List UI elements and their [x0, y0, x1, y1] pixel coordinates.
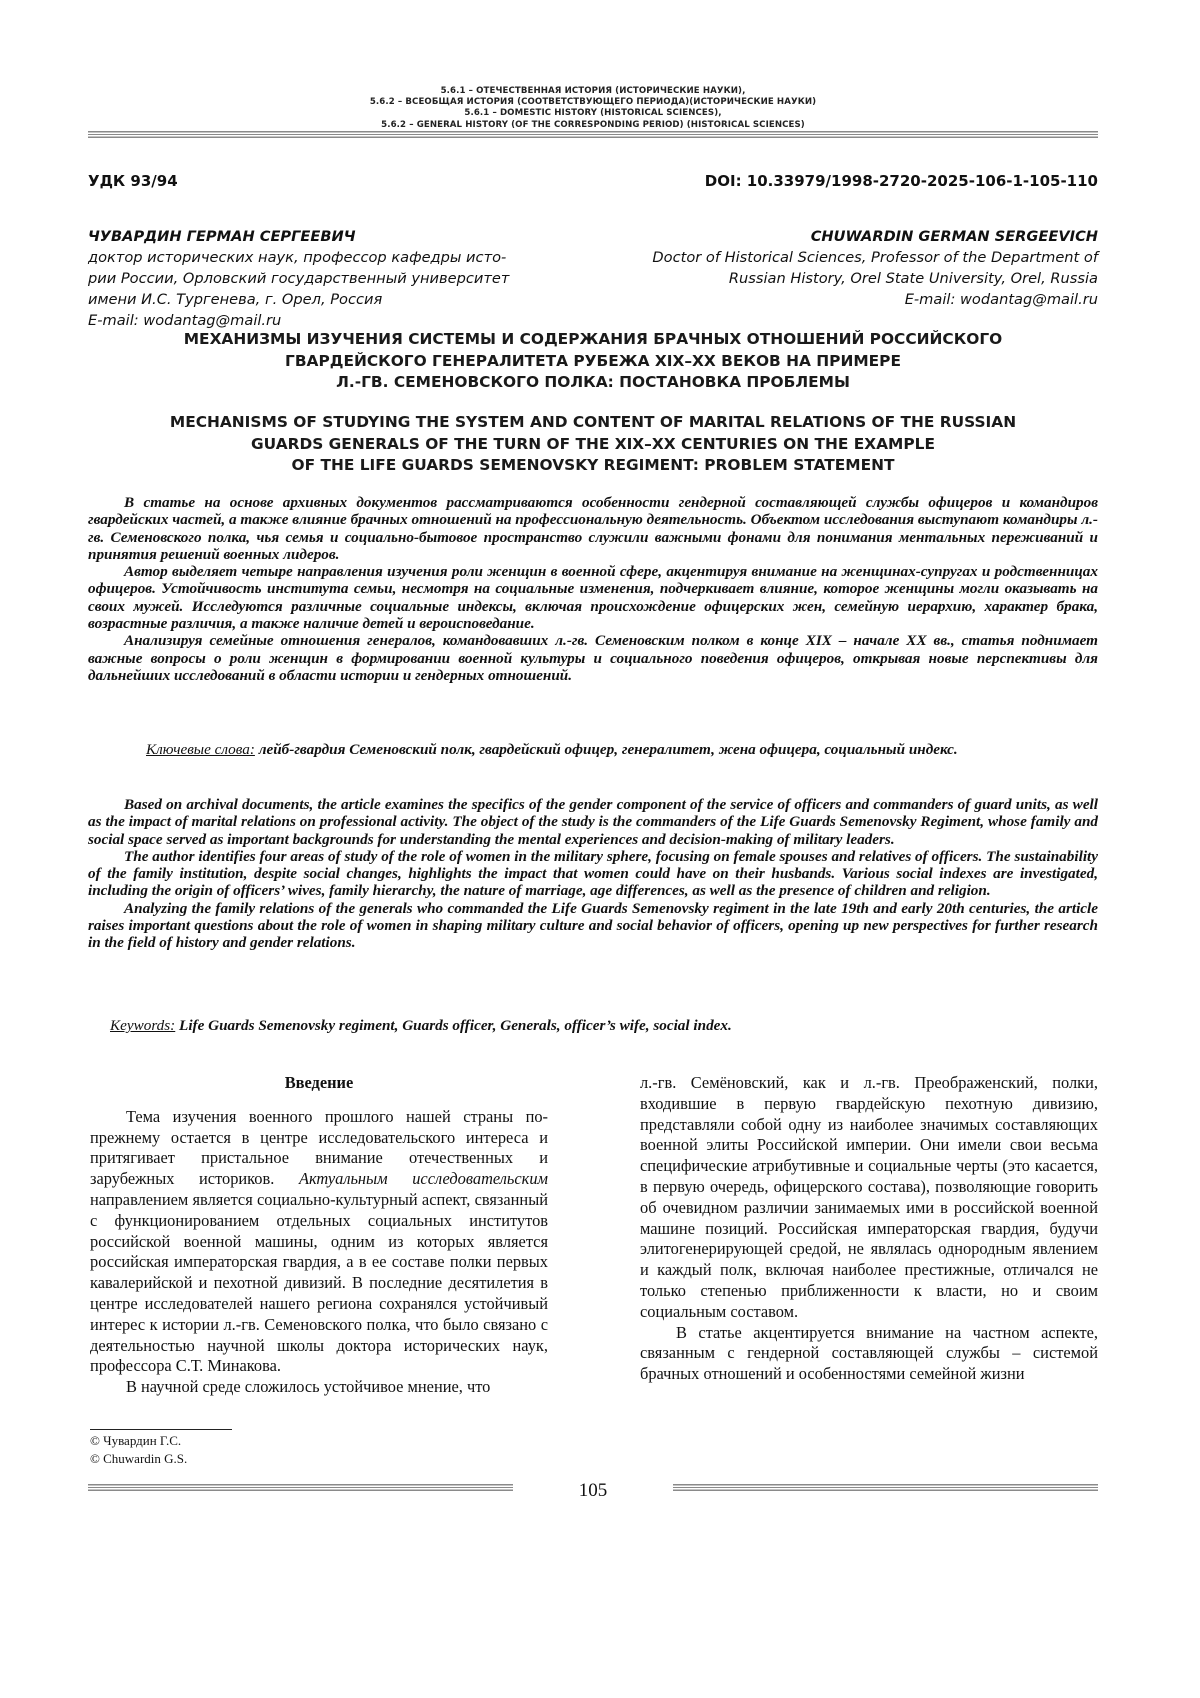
abstract-ru-paragraph: В статье на основе архивных документов рассматриваются особенности гендерной составляющей службы офицеров и командиров гвардейских частей, а также влияние брачных отношений на профессиональную деятельность. Объектом исследования выступают командиры л.-гв. Семеновского полка, чья семья и социально-бытовое пространство служили важными фонами для понимания ментальных переживаний и принятия решений военных лидеров.: [88, 494, 1098, 563]
author-email-en: E-mail: wodantag@mail.ru: [904, 291, 1098, 308]
abstract-ru-paragraph: Анализируя семейные отношения генералов, командовавших л.-гв. Семеновским полком в конце XIX – начале XX вв., статья поднимает важные вопросы о роли женщин в формировании военной культуры и социального поведения офицеров, открывая новые перспективы для дальнейших исследований в области истории и гендерных отношений.: [88, 632, 1098, 684]
title-ru-line: МЕХАНИЗМЫ ИЗУЧЕНИЯ СИСТЕМЫ И СОДЕРЖАНИЯ БРАЧНЫХ ОТНОШЕНИЙ РОССИЙСКОГО: [183, 330, 1003, 348]
title-en-line: MECHANISMS OF STUDYING THE SYSTEM AND CONTENT OF MARITAL RELATIONS OF THE RUSSIAN: [169, 413, 1017, 431]
body-column-left: [90, 1073, 548, 1398]
footnote-rule: [90, 1429, 232, 1430]
body-text: Тема изучения военного прошлого нашей страны по-прежнему остается в центре исследовательского интереса и притягивает пристальное внимание отечественных и зарубежных историков.: [90, 1106, 548, 1189]
body-paragraph: [90, 1107, 548, 1377]
running-head-line: 5.6.1 – ОТЕЧЕСТВЕННАЯ ИСТОРИЯ (ИСТОРИЧЕСКИЕ НАУКИ),: [440, 86, 746, 96]
author-name-ru: ЧУВАРДИН ГЕРМАН СЕРГЕЕВИЧ: [88, 228, 356, 245]
title-en-line: OF THE LIFE GUARDS SEMENOVSKY REGIMENT: PROBLEM STATEMENT: [291, 456, 895, 474]
title-ru: [88, 329, 1098, 394]
author-block-ru: [88, 226, 578, 331]
doi: DOI: 10.33979/1998-2720-2025-106-1-105-110: [704, 172, 1098, 190]
body-emphasis: Актуальным исследовательским: [298, 1169, 548, 1189]
body-paragraph: л.-гв. Семёновский, как и л.-гв. Преображенский, полки, входившие в первую гвардейскую пехотную дивизию, представляли собой одну из наиболее значимых составляющих военной элиты Российской империи. Они имели свои весьма специфические атрибутивные и социальные черты (это касается, в первую очередь, офицерского состава), позволяющие говорить об очевидном различии занимаемых ими в российской военной машине позиций. Российская императорская гвардия, будучи элитогенерирующей средой, не являлась однородным явлением и каждый полк, включая наиболее престижные, отличался не только степенью приближенности к власти, но и своим социальным составом.: [640, 1073, 1098, 1321]
running-head-line: 5.6.1 – DOMESTIC HISTORY (HISTORICAL SCIENCES),: [464, 108, 722, 119]
abstract-en: [88, 796, 1098, 952]
abstract-en-paragraph: Based on archival documents, the article examines the specifics of the gender component of the service of officers and commanders of guard units, as well as the impact of marital relations on professional activity. The object of the study is the commanders of the Life Guards Semenovsky Regiment, whose family and social space served as important backgrounds for understanding the mental experiences and decision-making of military leaders.: [88, 796, 1098, 848]
section-heading: Введение: [284, 1073, 354, 1092]
udk-code: УДК 93/94: [88, 172, 178, 190]
title-ru-line: ГВАРДЕЙСКОГО ГЕНЕРАЛИТЕТА РУБЕЖА XIX–XX ВЕКОВ НА ПРИМЕРЕ: [285, 351, 901, 370]
author-name-en: CHUWARDIN GERMAN SERGEEVICH: [810, 228, 1098, 245]
abstract-en-paragraph: The author identifies four areas of study of the role of women in the military sphere, focusing on female spouses and relatives of officers. The sustainability of the family institution, despite social changes, highlights the impact that women could have on their husbands. Various social indexes are investigated, including the origin of officers’ wives, family hierarchy, the nature of marriage, age differences, as well as the presence of children and religion.: [88, 847, 1098, 900]
abstract-ru-paragraph: Автор выделяет четыре направления изучения роли женщин в военной сфере, акцентируя внимание на женщинах-супругах и родственницах офицеров. Устойчивость института семьи, несмотря на социальные изменения, подчеркивает влияние, которое женщины могли оказывать на своих мужей. Исследуются различные социальные индексы, включая происхождение офицерских жен, семейную иерархию, характер брака, возрастные различия, а также наличие детей и вероисповедание.: [88, 563, 1098, 633]
abstract-en-paragraph: Analyzing the family relations of the generals who commanded the Life Guards Semenovsky regiment in the late 19th and early 20th centuries, the article raises important questions about the role of women in shaping military culture and social behavior of officers, opening up new perspectives for further research in the field of history and gender relations.: [88, 899, 1098, 952]
keywords-ru-label: Ключевые слова:: [146, 741, 255, 758]
running-head-line: 5.6.2 – GENERAL HISTORY (OF THE CORRESPONDING PERIOD) (HISTORICAL SCIENCES): [381, 119, 805, 130]
copyright-en: © Chuwardin G.S.: [90, 1451, 188, 1466]
body-column-right: [640, 1073, 1098, 1385]
author-block-en: [598, 226, 1098, 310]
running-head: [88, 86, 1098, 131]
author-email-ru: E-mail: wodantag@mail.ru: [88, 312, 282, 329]
author-line-en: Russian History, Orel State University, Orel, Russia: [728, 270, 1098, 287]
title-ru-line: Л.-ГВ. СЕМЕНОВСКОГО ПОЛКА: ПОСТАНОВКА ПРОБЛЕМЫ: [336, 373, 850, 391]
title-en: [88, 412, 1098, 477]
author-line-ru: имени И.С. Тургенева, г. Орел, Россия: [88, 291, 383, 308]
keywords-en: [88, 1017, 1098, 1034]
page-number: 105: [513, 1480, 673, 1502]
running-head-line: 5.6.2 – ВСЕОБЩАЯ ИСТОРИЯ (СООТВЕТСТВУЮЩЕГО ПЕРИОДА)(ИСТОРИЧЕСКИЕ НАУКИ): [369, 97, 817, 108]
abstract-ru: [88, 494, 1098, 684]
title-en-line: GUARDS GENERALS OF THE TURN OF THE XIX–XX CENTURIES ON THE EXAMPLE: [251, 434, 935, 453]
body-text: направлением является социально-культурный аспект, связанный с функционированием отдельных социальных институтов российской военной машины, одним из которых является российская императорская гвардия, а в ее составе полки первых кавалерийской и пехотной дивизий. В последние десятилетия в центре исследователей нашего региона сохранялся устойчивый интерес к истории л.-гв. Семеновского полка, что было связано с деятельностью научной школы доктора исторических наук, профессора С.Т. Минакова.: [90, 1189, 548, 1376]
keywords-en-text: Life Guards Semenovsky regiment, Guards officer, Generals, officer’s wife, social index.: [175, 1017, 732, 1034]
keywords-ru-text: лейб-гвардия Семеновский полк, гвардейский офицер, генералитет, жена офицера, социальный индекс.: [254, 741, 958, 758]
author-line-ru: доктор исторических наук, профессор кафедры исто-: [88, 249, 507, 266]
keywords-en-label: Keywords:: [110, 1017, 176, 1034]
body-paragraph: В научной среде сложилось устойчивое мнение, что: [126, 1377, 491, 1397]
author-line-ru: рии России, Орловский государственный университет: [88, 270, 510, 287]
header-rule: [88, 131, 1098, 138]
body-paragraph: В статье акцентируется внимание на частном аспекте, связанным с гендерной составляющей службы – системой брачных отношений и особенностями семейной жизни: [640, 1322, 1098, 1384]
keywords-ru: [88, 741, 1098, 758]
copyright-ru: © Чувардин Г.С.: [90, 1433, 182, 1448]
author-line-en: Doctor of Historical Sciences, Professor of the Department of: [652, 249, 1098, 266]
